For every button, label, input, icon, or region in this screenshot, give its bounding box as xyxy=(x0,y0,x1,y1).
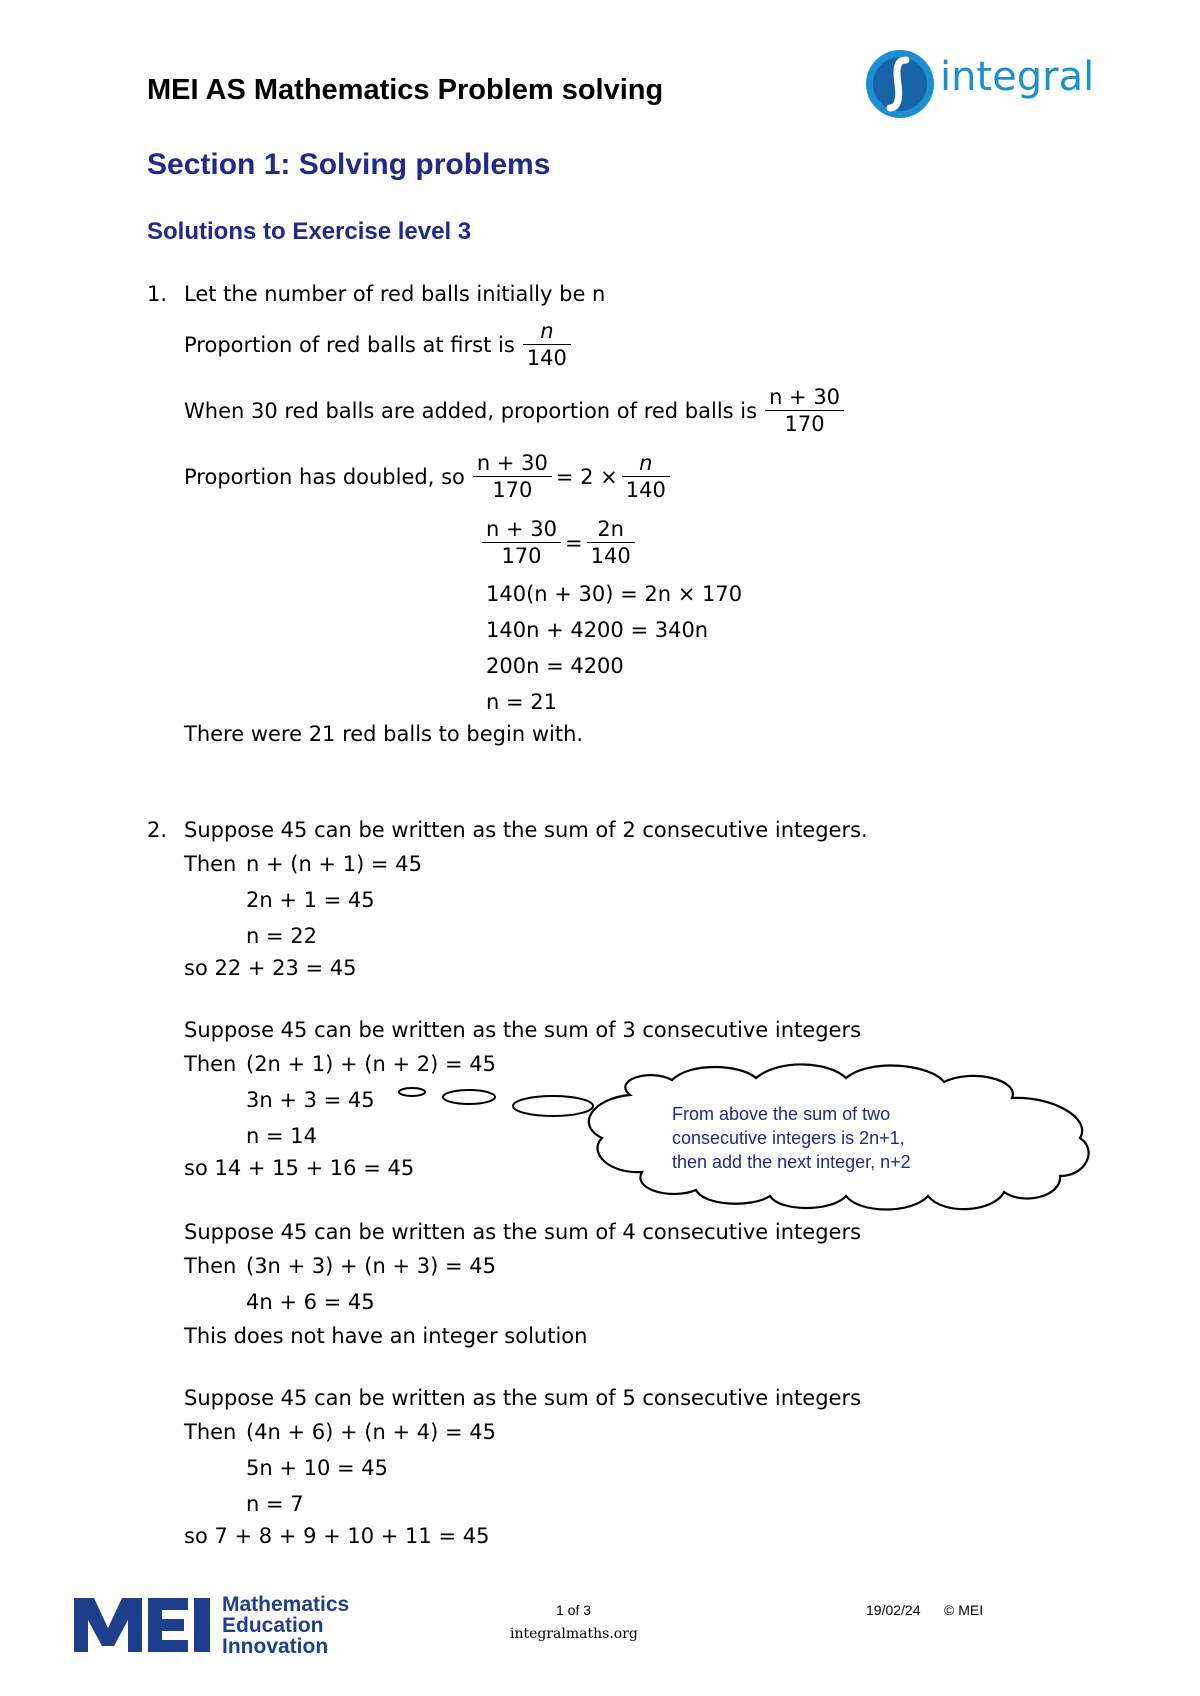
q2-p1-so: so 22 + 23 = 45 xyxy=(184,956,357,980)
q2-p4-eq3: n = 7 xyxy=(246,1492,304,1516)
q2-p3-eq2: 4n + 6 = 45 xyxy=(246,1290,375,1314)
fraction-numerator: n + 30 xyxy=(473,450,552,477)
mei-logo-letters xyxy=(72,1594,217,1654)
footer-copyright: © MEI xyxy=(944,1602,984,1618)
cloud-note-line: consecutive integers is 2n+1, xyxy=(672,1128,905,1148)
q2-p1-then: Then xyxy=(184,852,237,876)
cloud-note-line: then add the next integer, n+2 xyxy=(672,1152,911,1172)
q2-p3-intro: Suppose 45 can be written as the sum of 4 consecutive integers xyxy=(184,1220,862,1244)
q2-p1-eq3: n = 22 xyxy=(246,924,317,948)
q2-p1-intro: Suppose 45 can be written as the sum of 2 consecutive integers. xyxy=(184,818,868,842)
fraction-numerator: n + 30 xyxy=(482,516,561,543)
fraction-denominator: 140 xyxy=(590,544,631,568)
q1-eq3: 140(n + 30) = 2n × 170 xyxy=(486,582,743,606)
fraction-numerator: n + 30 xyxy=(765,384,844,411)
mei-logo-line: Education xyxy=(222,1614,324,1637)
q2-p3-note: This does not have an integer solution xyxy=(184,1324,588,1348)
fraction-denominator: 170 xyxy=(492,478,533,502)
q2-p2-so: so 14 + 15 + 16 = 45 xyxy=(184,1156,415,1180)
fraction-numerator: 2n xyxy=(587,516,635,543)
exercise-subtitle: Solutions to Exercise level 3 xyxy=(147,218,472,245)
q2-p4-intro: Suppose 45 can be written as the sum of 5 consecutive integers xyxy=(184,1386,862,1410)
q2-p2-intro: Suppose 45 can be written as the sum of 3 consecutive integers xyxy=(184,1018,862,1042)
document-title: MEI AS Mathematics Problem solving xyxy=(147,74,664,106)
footer-date: 19/02/24 xyxy=(866,1602,921,1618)
fraction-denominator: 140 xyxy=(526,346,567,370)
q2-p2-eq2: 3n + 3 = 45 xyxy=(246,1088,375,1112)
footer-url[interactable]: integralmaths.org xyxy=(510,1626,638,1642)
q1-eq4: 140n + 4200 = 340n xyxy=(486,618,709,642)
q1-eq5: 200n = 4200 xyxy=(486,654,624,678)
q2-p1-eq1: n + (n + 1) = 45 xyxy=(246,852,422,876)
mei-logo-line: Innovation xyxy=(222,1635,329,1658)
q2-p2-then: Then xyxy=(184,1052,237,1076)
mei-logo-words xyxy=(222,1594,349,1657)
q1-number: 1. xyxy=(147,282,168,306)
cloud-note-line: From above the sum of two xyxy=(672,1104,891,1124)
fraction-denominator: 140 xyxy=(625,478,666,502)
equation-operator: = 2 × xyxy=(555,464,618,489)
fraction-denominator: 170 xyxy=(784,412,825,436)
q2-p3-then: Then xyxy=(184,1254,237,1278)
q1-line2: Proportion of red balls at first is xyxy=(184,332,515,357)
fraction-numerator: n xyxy=(622,450,670,477)
q1-line1: Let the number of red balls initially be n xyxy=(184,282,606,306)
fraction-denominator: 170 xyxy=(501,544,542,568)
fraction-numerator: n xyxy=(523,318,571,345)
q1-line4: Proportion has doubled, so xyxy=(184,464,465,489)
q2-p1-eq2: 2n + 1 = 45 xyxy=(246,888,375,912)
q2-p4-eq1: (4n + 6) + (n + 4) = 45 xyxy=(246,1420,496,1444)
q2-p2-eq3: n = 14 xyxy=(246,1124,317,1148)
mei-logo-line: Mathematics xyxy=(222,1593,350,1616)
q2-p3-eq1: (3n + 3) + (n + 3) = 45 xyxy=(246,1254,496,1278)
q1-eq6: n = 21 xyxy=(486,690,557,714)
q2-p2-eq1: (2n + 1) + (n + 2) = 45 xyxy=(246,1052,496,1076)
q2-p4-so: so 7 + 8 + 9 + 10 + 11 = 45 xyxy=(184,1524,490,1548)
q2-number: 2. xyxy=(147,818,168,842)
q1-conclusion: There were 21 red balls to begin with. xyxy=(184,722,584,746)
section-title: Section 1: Solving problems xyxy=(147,148,551,181)
q1-line3: When 30 red balls are added, proportion of red balls is xyxy=(184,398,758,423)
cloud-note xyxy=(672,1102,911,1174)
page-number: 1 of 3 xyxy=(556,1602,592,1618)
logo-wordmark: integral xyxy=(940,54,1095,100)
q2-p4-eq2: 5n + 10 = 45 xyxy=(246,1456,389,1480)
equation-operator: = xyxy=(564,530,583,555)
q2-p4-then: Then xyxy=(184,1420,237,1444)
